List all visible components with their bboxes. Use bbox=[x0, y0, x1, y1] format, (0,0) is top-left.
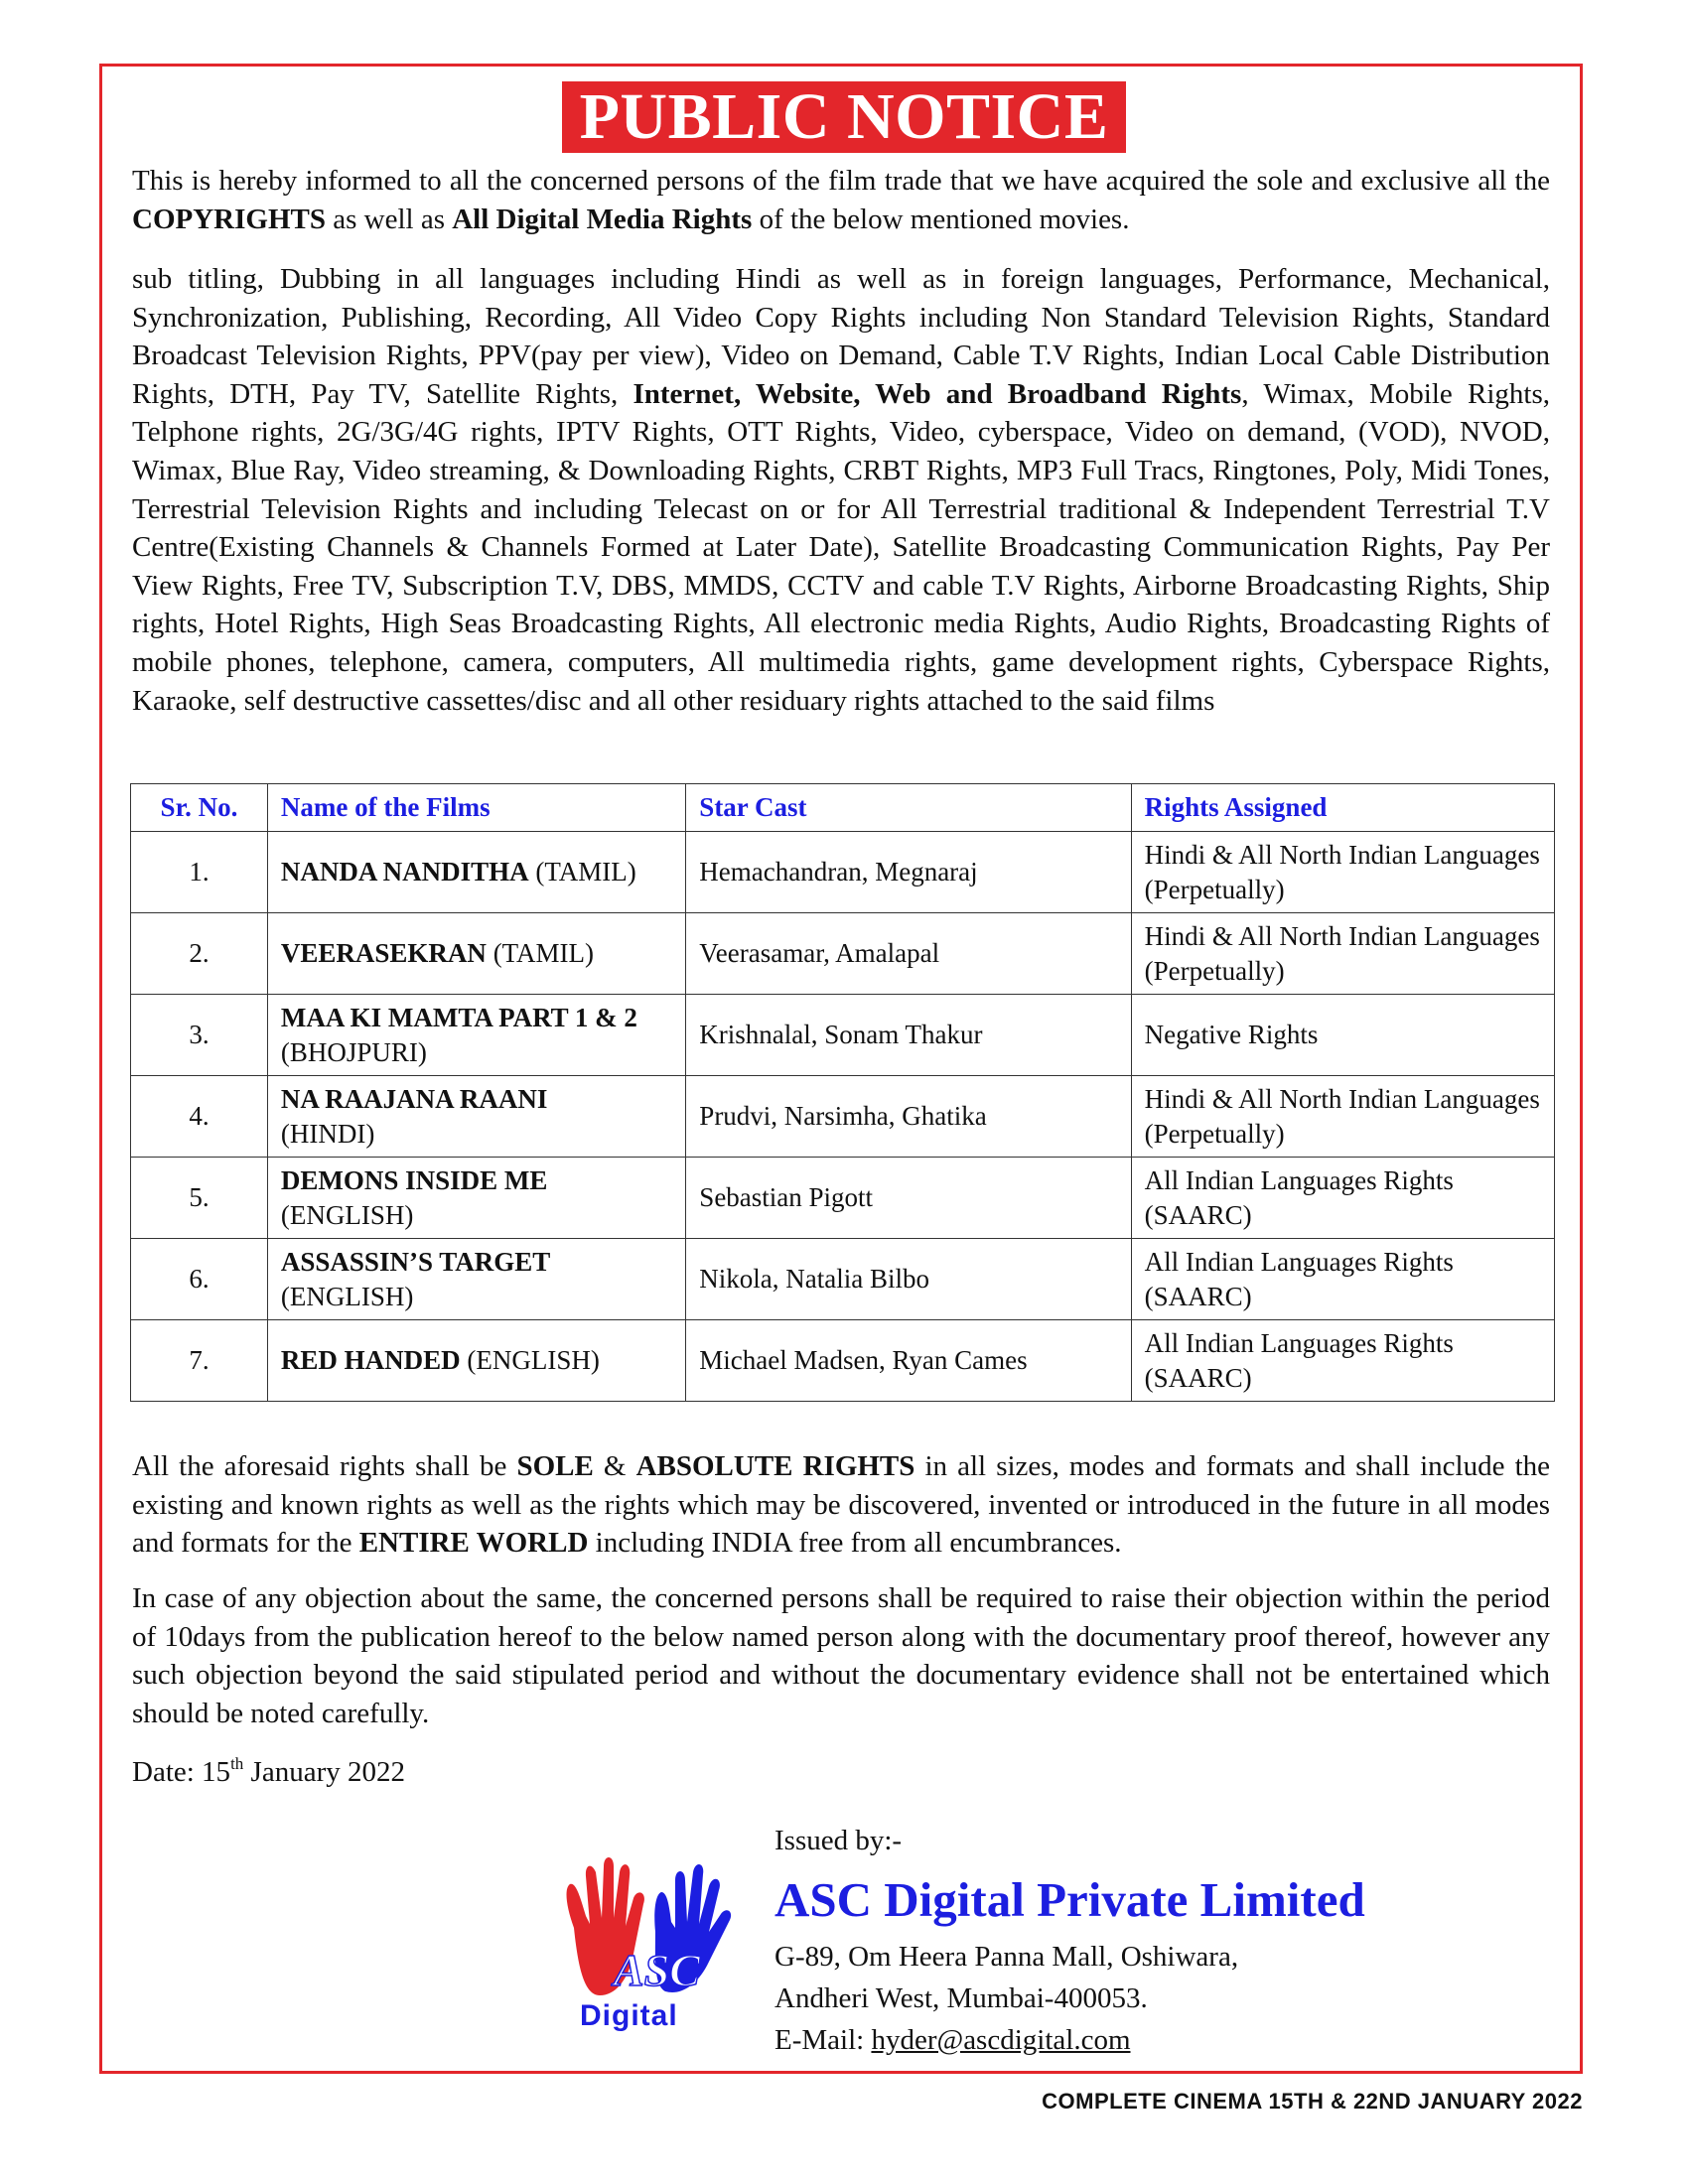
cell-cast: Hemachandran, Megnaraj bbox=[686, 832, 1131, 913]
film-language: (ENGLISH) bbox=[280, 1199, 414, 1230]
aforesaid-text-1: All the aforesaid rights shall be bbox=[132, 1450, 517, 1482]
cell-rights: All Indian Languages Rights (SAARC) bbox=[1131, 1239, 1554, 1320]
aforesaid-paragraph bbox=[132, 1447, 1550, 1563]
cell-cast: Nikola, Natalia Bilbo bbox=[686, 1239, 1131, 1320]
table-row bbox=[131, 832, 1555, 913]
cell-film bbox=[267, 995, 685, 1076]
date-label: Date: 15 bbox=[132, 1756, 231, 1788]
intro-paragraph bbox=[132, 162, 1550, 238]
asc-digital-logo bbox=[556, 1837, 755, 2035]
table-row bbox=[131, 913, 1555, 995]
film-title: NA RAAJANA RAANI bbox=[280, 1083, 548, 1114]
logo-letters: ASC bbox=[614, 1945, 700, 1995]
table-row bbox=[131, 1320, 1555, 1402]
film-language: (TAMIL) bbox=[535, 857, 636, 887]
date-suffix: th bbox=[230, 1754, 244, 1773]
cell-film bbox=[267, 832, 685, 913]
rights-list-text-1: sub titling, Dubbing in all languages including Hindi as well as in foreign languages, Performance, Mechanical, Synchronization, Publishing, Recording, All Video Copy Rights including Non Standard Television Rights, Standard Broadcast Television Rights, PPV(pay per view), Video on Demand, Cable T.V Rights, Indian Local Cable Distribution Rights, DTH, Pay TV, Satellite Rights, bbox=[132, 263, 1550, 410]
company-name: ASC Digital Private Limited bbox=[774, 1872, 1365, 1927]
table-header-row bbox=[131, 784, 1555, 832]
table-row bbox=[131, 1239, 1555, 1320]
objection-paragraph: In case of any objection about the same, the concerned persons shall be required to raise their objection within the period of 10days from the publication hereof to the below named person along with the documentary proof thereof, however any such objection beyond the said stipulated period and without the documentary evidence shall not be entertained which should be noted carefully. bbox=[132, 1582, 1550, 1729]
cell-film bbox=[267, 1076, 685, 1158]
cell-cast: Sebastian Pigott bbox=[686, 1158, 1131, 1239]
cell-sr: 2. bbox=[131, 913, 268, 995]
email-line bbox=[774, 2021, 1131, 2059]
email-label: E-Mail: bbox=[774, 2024, 872, 2056]
cell-rights: Hindi & All North Indian Languages (Perpetually) bbox=[1131, 913, 1554, 995]
rights-list-bold: Internet, Website, Web and Broadband Rights bbox=[633, 377, 1242, 410]
film-title: MAA KI MAMTA PART 1 & 2 bbox=[280, 1002, 637, 1032]
issued-by-label: Issued by:- bbox=[774, 1825, 903, 1856]
notice-date bbox=[132, 1753, 405, 1791]
header-rights-assigned: Rights Assigned bbox=[1131, 784, 1554, 832]
table-row bbox=[131, 1158, 1555, 1239]
film-language: (HINDI) bbox=[280, 1118, 375, 1149]
aforesaid-text-4: including INDIA free from all encumbrances. bbox=[588, 1527, 1122, 1560]
aforesaid-bold-world: ENTIRE WORLD bbox=[358, 1527, 589, 1560]
cell-sr: 3. bbox=[131, 995, 268, 1076]
cell-sr: 7. bbox=[131, 1320, 268, 1402]
cell-cast: Michael Madsen, Ryan Cames bbox=[686, 1320, 1131, 1402]
header-sr-no: Sr. No. bbox=[131, 784, 268, 832]
cell-sr: 1. bbox=[131, 832, 268, 913]
cell-rights: Hindi & All North Indian Languages (Perpetually) bbox=[1131, 832, 1554, 913]
intro-bold-copyrights: COPYRIGHTS bbox=[132, 203, 326, 235]
film-language: (TAMIL) bbox=[492, 938, 594, 968]
film-title: VEERASEKRAN bbox=[280, 938, 487, 968]
aforesaid-bold-absolute: ABSOLUTE RIGHTS bbox=[635, 1450, 915, 1482]
address-line-1: G-89, Om Heera Panna Mall, Oshiwara, bbox=[774, 1941, 1239, 1973]
cell-sr: 6. bbox=[131, 1239, 268, 1320]
cell-rights: Negative Rights bbox=[1131, 995, 1554, 1076]
rights-list-text-2: , Wimax, Mobile Rights, Telphone rights, 2G/3G/4G rights, IPTV Rights, OTT Rights, Video, cyberspace, Video on demand, (VOD), NVOD, Wimax, Blue Ray, Video streaming, & Downloading Rights, CRBT Rights, MP3 Full Tracs, Ringtones, Poly, Midi Tones, Terrestrial Television Rights and including Telecast on or for All Terrestrial traditional & Independent Terrestrial T.V Centre(Existing Channels & Channels Formed at Later Date), Satellite Broadcasting Communication Rights, Pay Per View Rights, Free TV, Subscription T.V, DBS, MMDS, CCTV and cable T.V Rights, Airborne Broadcasting Rights, Ship rights, Hotel Rights, High Seas Broadcasting Rights, All electronic media Rights, Audio Rights, Broadcasting Rights of mobile phones, telephone, camera, computers, All multimedia rights, game development rights, Cyberspace Rights, Karaoke, self destructive cassettes/disc and all other residuary rights attached to the said films bbox=[132, 377, 1551, 717]
cell-sr: 5. bbox=[131, 1158, 268, 1239]
table-row bbox=[131, 995, 1555, 1076]
cell-film bbox=[267, 1320, 685, 1402]
page-title: PUBLIC NOTICE bbox=[562, 81, 1127, 153]
cell-cast: Veerasamar, Amalapal bbox=[686, 913, 1131, 995]
films-table bbox=[130, 783, 1555, 1402]
header-star-cast: Star Cast bbox=[686, 784, 1131, 832]
intro-bold-digital-rights: All Digital Media Rights bbox=[452, 203, 753, 235]
rights-list-paragraph bbox=[132, 260, 1550, 720]
footer-publication: COMPLETE CINEMA 15TH & 22ND JANUARY 2022 bbox=[1042, 2089, 1583, 2114]
cell-rights: Hindi & All North Indian Languages (Perpetually) bbox=[1131, 1076, 1554, 1158]
cell-film bbox=[267, 1158, 685, 1239]
film-title: NANDA NANDITHA bbox=[280, 857, 529, 887]
cell-rights: All Indian Languages Rights (SAARC) bbox=[1131, 1320, 1554, 1402]
intro-text-2: as well as bbox=[325, 203, 453, 235]
film-title: ASSASSIN’S TARGET bbox=[280, 1246, 551, 1277]
film-language: (BHOJPURI) bbox=[280, 1036, 427, 1067]
aforesaid-text-2: & bbox=[593, 1450, 636, 1482]
cell-rights: All Indian Languages Rights (SAARC) bbox=[1131, 1158, 1554, 1239]
title-wrap bbox=[0, 81, 1688, 153]
date-rest: January 2022 bbox=[243, 1756, 405, 1788]
address-line-2: Andheri West, Mumbai-400053. bbox=[774, 1982, 1148, 2014]
logo-word: Digital bbox=[580, 1999, 678, 2032]
aforesaid-bold-sole: SOLE bbox=[516, 1450, 594, 1482]
email-link[interactable]: hyder@ascdigital.com bbox=[871, 2024, 1131, 2056]
cell-cast: Krishnalal, Sonam Thakur bbox=[686, 995, 1131, 1076]
cell-sr: 4. bbox=[131, 1076, 268, 1158]
table-row bbox=[131, 1076, 1555, 1158]
cell-film bbox=[267, 1239, 685, 1320]
film-title: DEMONS INSIDE ME bbox=[280, 1164, 548, 1195]
cell-film bbox=[267, 913, 685, 995]
header-film-name: Name of the Films bbox=[267, 784, 685, 832]
cell-cast: Prudvi, Narsimha, Ghatika bbox=[686, 1076, 1131, 1158]
film-title: RED HANDED bbox=[280, 1345, 461, 1375]
film-language: (ENGLISH) bbox=[280, 1281, 414, 1311]
film-language: (ENGLISH) bbox=[467, 1345, 600, 1375]
aforesaid-text-3: in all sizes, modes and formats and shall include the existing and known rights as well as the rights which may be discovered, invented or introduced in the future in all modes and formats for the bbox=[132, 1450, 1550, 1560]
intro-text-3: of the below mentioned movies. bbox=[752, 203, 1130, 235]
intro-text-1: This is hereby informed to all the concerned persons of the film trade that we have acquired the sole and exclusive all the bbox=[132, 165, 1550, 197]
